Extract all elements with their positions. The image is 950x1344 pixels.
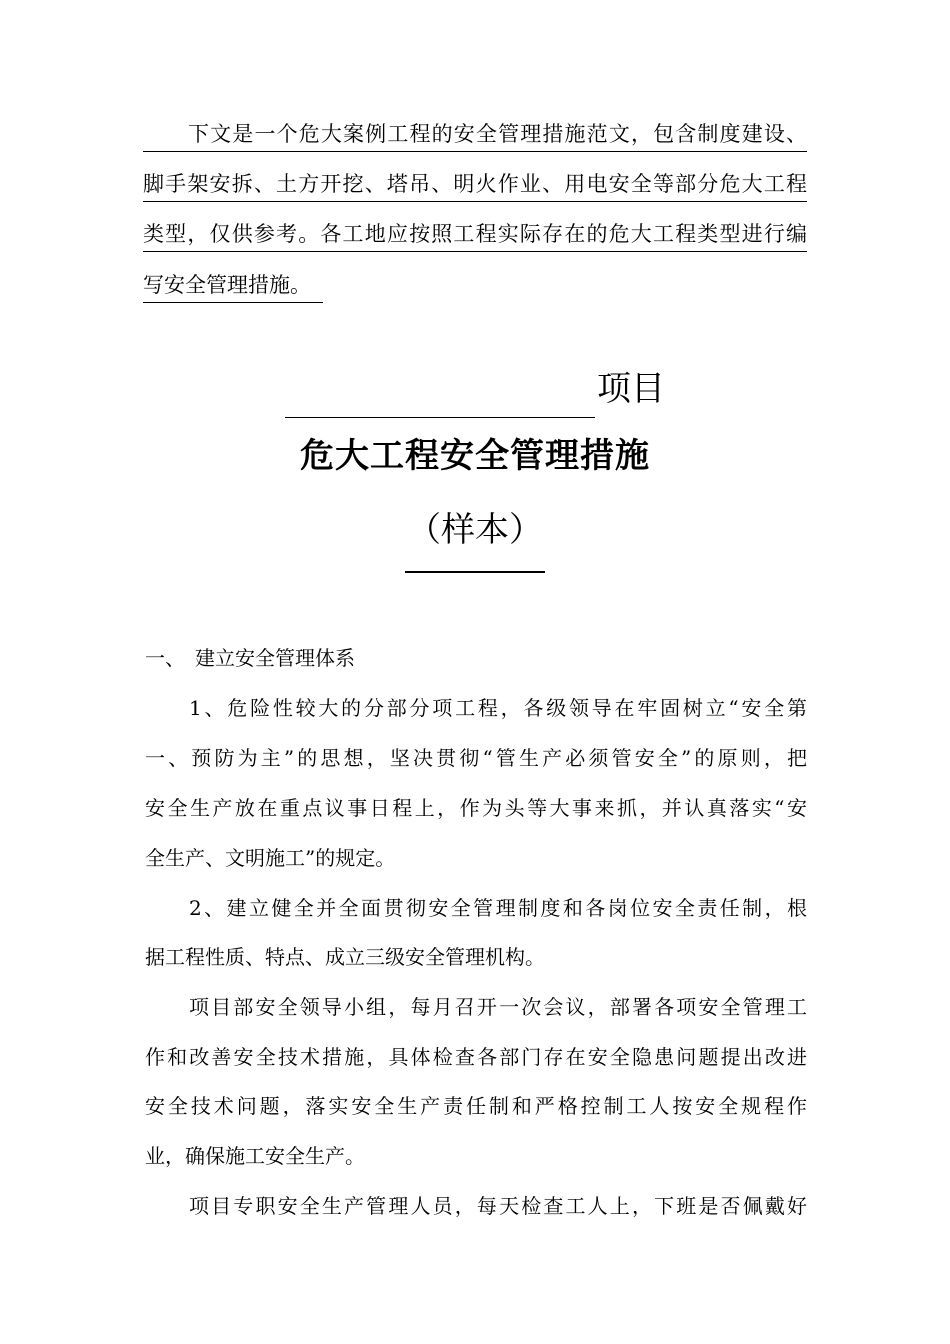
title-underline [405, 571, 545, 573]
document-subtitle: （样本） [407, 510, 543, 550]
project-name-line [285, 366, 705, 418]
paragraph-3-line-3: 安全技术问题，落实安全生产责任制和严格控制工人按安全规程作 [145, 1094, 807, 1118]
intro-line-2: 脚手架安拆、土方开挖、塔吊、明火作业、用电安全等部分危大工程 [143, 166, 807, 202]
paragraph-3-line-2: 作和改善安全技术措施，具体检查各部门存在安全隐患问题提出改进 [145, 1045, 807, 1069]
paragraph-3-line-4: 业，确保施工安全生产。 [145, 1144, 365, 1168]
paragraph-3-line-1: 项目部安全领导小组，每月召开一次会议，部署各项安全管理工 [189, 995, 807, 1019]
paragraph-4-line-1: 项目专职安全生产管理人员，每天检查工人上，下班是否佩戴好 [189, 1194, 807, 1218]
paragraph-1-line-3: 安全生产放在重点议事日程上，作为头等大事来抓，并认真落实“安 [145, 796, 807, 820]
intro-line-1: 下文是一个危大案例工程的安全管理措施范文，包含制度建设、 [143, 116, 807, 152]
paragraph-1-line-4: 全生产、文明施工”的规定。 [145, 846, 396, 870]
paragraph-1-line-1: 1、危险性较大的分部分项工程，各级领导在牢固树立“安全第 [189, 696, 807, 720]
project-suffix: 项目 [597, 369, 665, 409]
paragraph-2-line-1: 2、建立健全并全面贯彻安全管理制度和各岗位安全责任制，根 [189, 896, 807, 920]
intro-line-4: 写安全管理措施。 [143, 267, 323, 303]
intro-line-3: 类型，仅供参考。各工地应按照工程实际存在的危大工程类型进行编 [143, 216, 807, 252]
paragraph-1-line-2: 一、预防为主”的思想，坚决贯彻“管生产必须管安全”的原则，把 [145, 746, 807, 770]
project-name-blank [285, 366, 595, 418]
paragraph-2-line-2: 据工程性质、特点、成立三级安全管理机构。 [145, 945, 545, 969]
section-heading: 一、 建立安全管理体系 [145, 646, 355, 670]
document-title: 危大工程安全管理措施 [300, 436, 650, 476]
